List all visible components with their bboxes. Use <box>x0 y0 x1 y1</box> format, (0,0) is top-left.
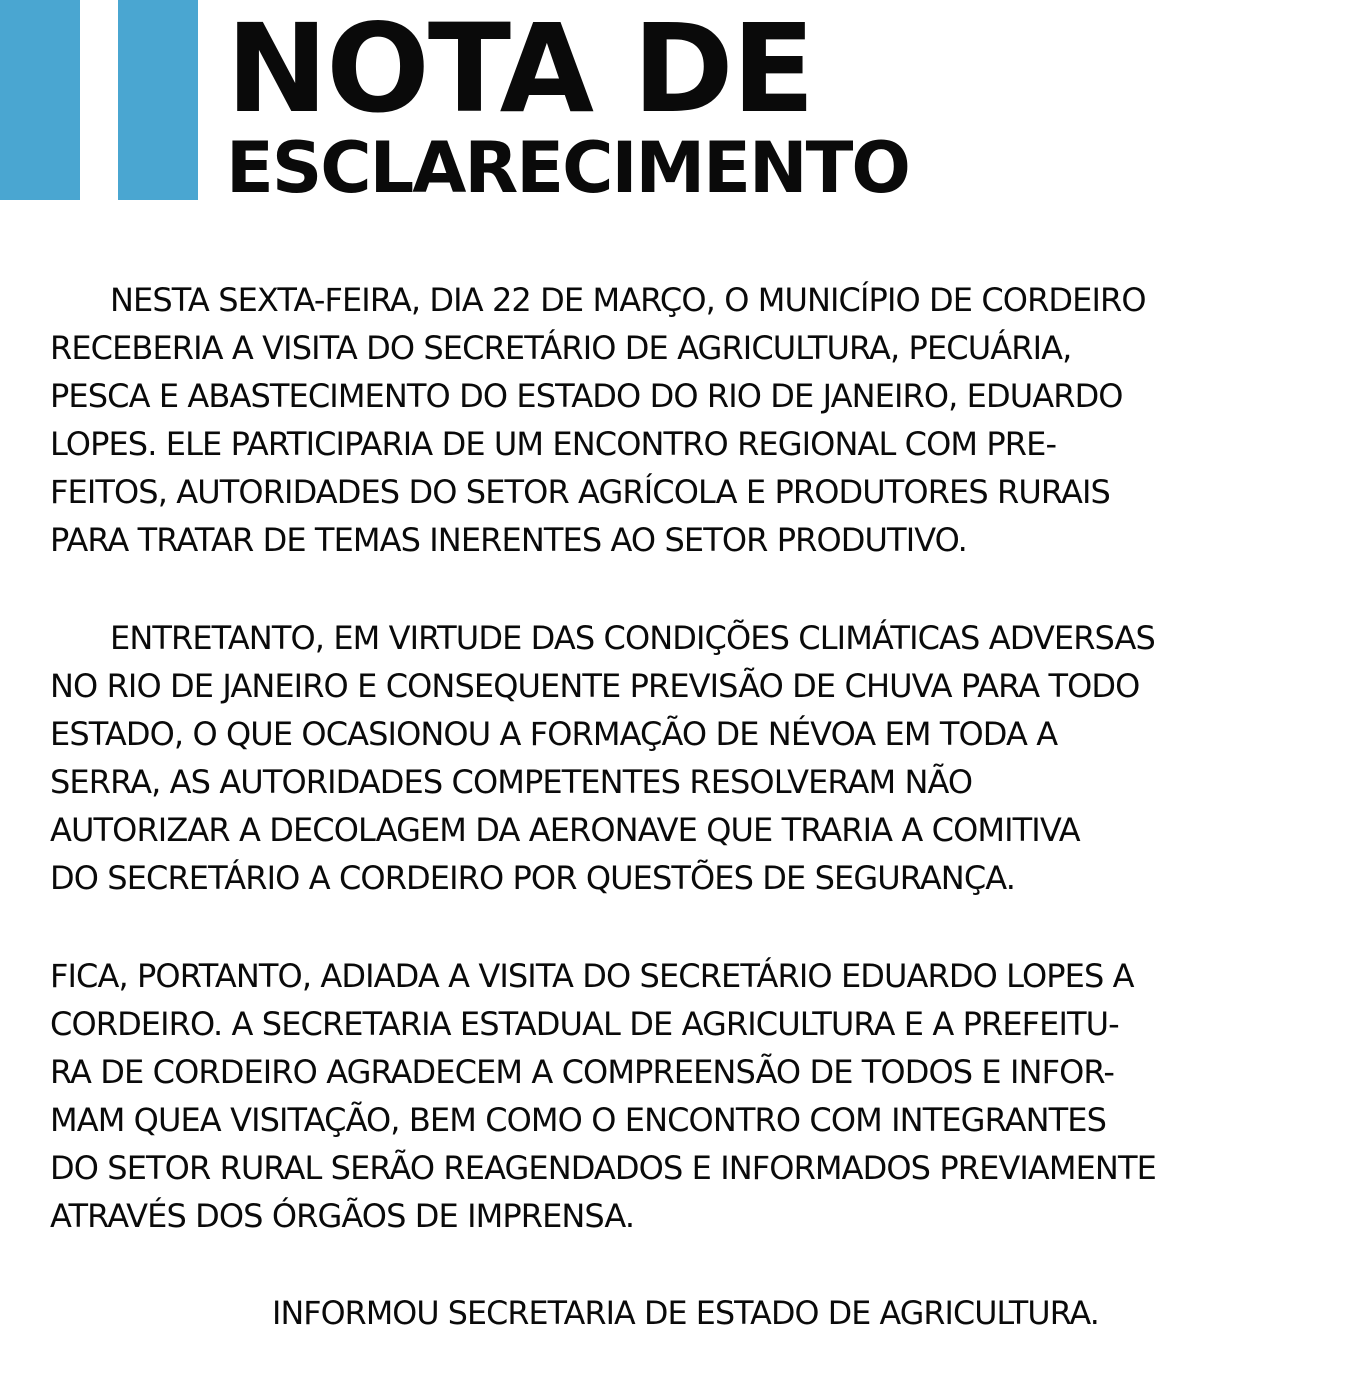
paragraph-line: ESTADO, O QUE OCASIONOU A FORMAÇÃO DE NÉVOA EM TODA A <box>50 715 1058 753</box>
paragraph-line: CORDEIRO. A SECRETARIA ESTADUAL DE AGRICULTURA E A PREFEITU- <box>50 1005 1119 1043</box>
page-subtitle: ESCLARECIMENTO <box>226 127 909 209</box>
paragraph-line: AUTORIZAR A DECOLAGEM DA AERONAVE QUE TRARIA A COMITIVA <box>50 811 1080 849</box>
paragraph-line: SERRA, AS AUTORIDADES COMPETENTES RESOLVERAM NÃO <box>50 763 973 801</box>
paragraph-line: FICA, PORTANTO, ADIADA A VISITA DO SECRETÁRIO EDUARDO LOPES A <box>50 957 1134 995</box>
paragraph-line: RA DE CORDEIRO AGRADECEM A COMPREENSÃO DE TODOS E INFOR- <box>50 1053 1115 1091</box>
paragraph-line <box>50 276 1340 324</box>
paragraph-line <box>50 614 1340 662</box>
paragraph-line: ATRAVÉS DOS ÓRGÃOS DE IMPRENSA. <box>50 1197 635 1235</box>
paragraph-line: RECEBERIA A VISITA DO SECRETÁRIO DE AGRICULTURA, PECUÁRIA, <box>50 329 1072 367</box>
paragraph-line: PESCA E ABASTECIMENTO DO ESTADO DO RIO DE JANEIRO, EDUARDO <box>50 377 1123 415</box>
paragraph-line-text: NESTA SEXTA-FEIRA, DIA 22 DE MARÇO, O MUNICÍPIO DE CORDEIRO <box>110 281 1146 319</box>
accent-bar-left <box>0 0 80 200</box>
paragraph-line: FEITOS, AUTORIDADES DO SETOR AGRÍCOLA E PRODUTORES RURAIS <box>50 473 1110 511</box>
accent-bar-right <box>118 0 198 200</box>
page-title: NOTA DE <box>226 0 814 140</box>
paragraph-line: DO SECRETÁRIO A CORDEIRO POR QUESTÕES DE SEGURANÇA. <box>50 859 1015 897</box>
paragraph-line: LOPES. ELE PARTICIPARIA DE UM ENCONTRO REGIONAL COM PRE- <box>50 425 1057 463</box>
paragraph-line: PARA TRATAR DE TEMAS INERENTES AO SETOR PRODUTIVO. <box>50 521 967 559</box>
signature: INFORMOU SECRETARIA DE ESTADO DE AGRICULTURA. <box>272 1296 1099 1332</box>
paragraph-1 <box>50 276 1340 564</box>
paragraph-3 <box>50 952 1340 1240</box>
paragraph-line: MAM QUEA VISITAÇÃO, BEM COMO O ENCONTRO COM INTEGRANTES <box>50 1101 1107 1139</box>
paragraph-2 <box>50 614 1340 902</box>
paragraph-line: DO SETOR RURAL SERÃO REAGENDADOS E INFORMADOS PREVIAMENTE <box>50 1149 1156 1187</box>
paragraph-line-text: ENTRETANTO, EM VIRTUDE DAS CONDIÇÕES CLIMÁTICAS ADVERSAS <box>110 619 1155 657</box>
paragraph-line: NO RIO DE JANEIRO E CONSEQUENTE PREVISÃO DE CHUVA PARA TODO <box>50 667 1140 705</box>
